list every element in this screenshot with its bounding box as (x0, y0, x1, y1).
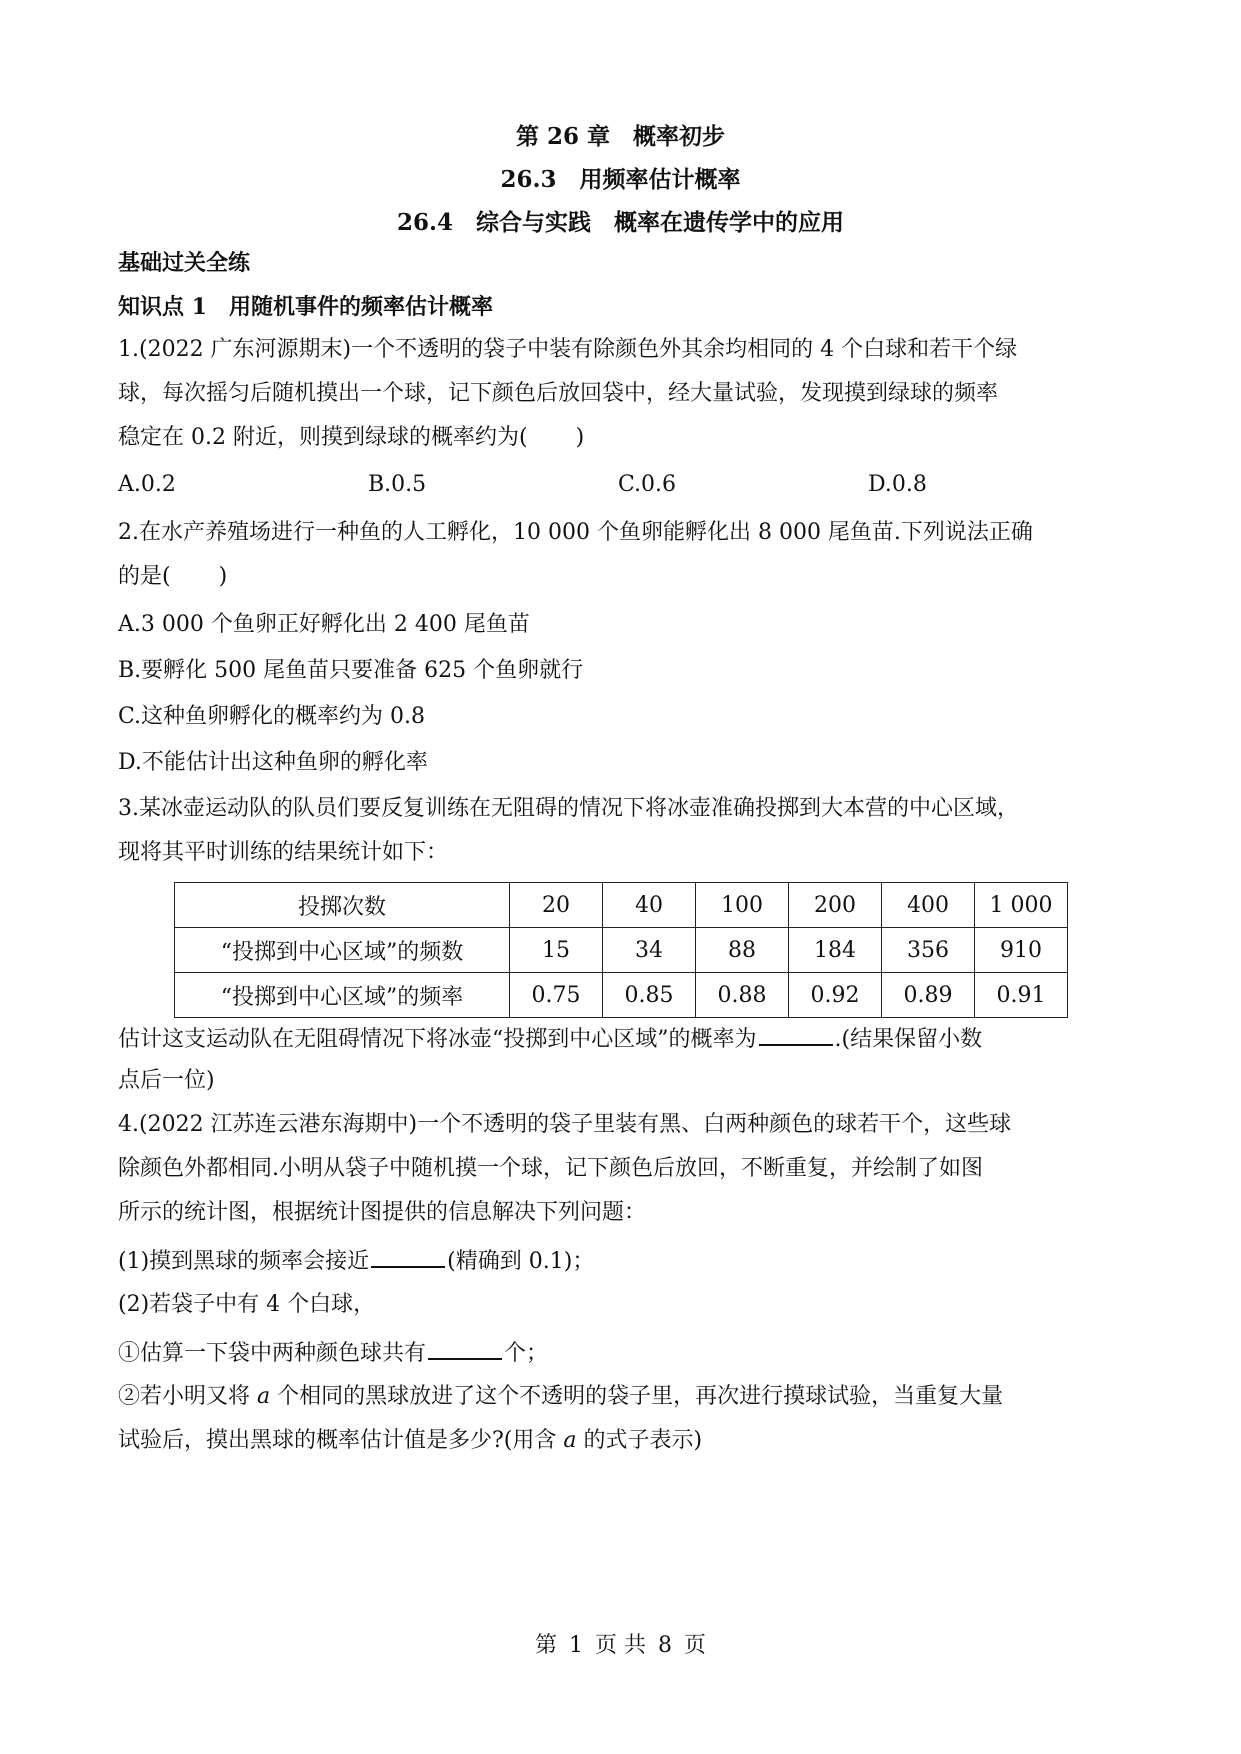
q2-option-b: B.要孵化 500 尾鱼苗只要准备 625 个鱼卵就行 (118, 658, 584, 683)
table-cell: 34 (603, 928, 696, 973)
q3-prompt-end: .(结果保留小数 (834, 1027, 983, 1052)
table-cell: 15 (510, 928, 603, 973)
q3-after-line-2: 点后一位) (118, 1068, 215, 1093)
q1-option-d: D.0.8 (868, 472, 927, 497)
q4-line-3: 所示的统计图，根据统计图提供的信息解决下列问题： (118, 1200, 647, 1225)
q4-line-2: 除颜色外都相同.小明从袋子中随机摸一个球，记下颜色后放回，不断重复，并绘制了如图 (118, 1156, 983, 1181)
q4-part-2-1-end: 个； (504, 1341, 549, 1366)
q4-part-2-1-prompt: ①估算一下袋中两种颜色球共有 (118, 1341, 427, 1366)
table-cell: 0.88 (696, 973, 789, 1018)
table-row (175, 973, 1068, 1018)
q3-line-2: 现将其平时训练的结果统计如下： (118, 840, 449, 865)
q4-part-2-2-line-1 (118, 1382, 1003, 1412)
table-cell: “投掷到中心区域”的频数 (175, 928, 510, 973)
q1-option-a: A.0.2 (118, 472, 176, 497)
table-cell: 0.85 (603, 973, 696, 1018)
page-footer (0, 1628, 1241, 1659)
variable-a: a (257, 1384, 271, 1409)
knowledge-heading: 知识点 1 用随机事件的频率估计概率 (118, 294, 493, 320)
q4-part-2-1 (118, 1336, 548, 1369)
q2-option-c: C.这种鱼卵孵化的概率约为 0.8 (118, 704, 426, 729)
q4-part-2: (2)若袋子中有 4 个白球， (118, 1292, 376, 1317)
table-cell: 200 (789, 883, 882, 928)
q1-paren-close: ) (575, 425, 585, 450)
q1-line-2: 球，每次摇匀后随机摸出一个球，记下颜色后放回袋中，经大量试验，发现摸到绿球的频率 (118, 381, 999, 406)
table-cell: 356 (882, 928, 975, 973)
q4-part-1-blank[interactable] (371, 1244, 445, 1268)
q2-paren-close: ) (218, 564, 228, 589)
q1-line-1: 1.(2022 广东河源期末)一个不透明的袋子中装有除颜色外其余均相同的 4 个白球和若干个绿 (118, 337, 1018, 362)
practice-heading: 基础过关全练 (118, 250, 251, 276)
q4-part-2-1-blank[interactable] (428, 1336, 502, 1360)
q1-stem-end: 稳定在 0.2 附近，则摸到绿球的概率约为( (118, 425, 528, 450)
section-title-2: 26.4 综合与实践 概率在遗传学中的应用 (396, 209, 845, 236)
q4-part-2-2-line2-end: 的式子表示) (583, 1428, 703, 1453)
q4-part-1-prompt: (1)摸到黑球的频率会接近 (118, 1249, 370, 1274)
table-cell: 88 (696, 928, 789, 973)
q3-prompt: 估计这支运动队在无阻碍情况下将冰壶“投掷到中心区域”的概率为 (118, 1027, 757, 1052)
q3-line-1: 3.某冰壶运动队的队员们要反复训练在无阻碍的情况下将冰壶准确投掷到大本营的中心区域， (118, 796, 1019, 821)
q4-part-2-2-line2-start: 试验后，摸出黑球的概率估计值是多少?(用含 (118, 1428, 557, 1453)
q3-stats-table (174, 882, 1068, 1018)
footer-total-pages: 8 (658, 1633, 672, 1658)
q4-part-1-end: (精确到 0.1)； (447, 1249, 595, 1274)
chapter-title: 第 26 章 概率初步 (515, 123, 726, 150)
q2-option-a: A.3 000 个鱼卵正好孵化出 2 400 尾鱼苗 (118, 612, 530, 637)
q1-option-c: C.0.6 (618, 472, 677, 497)
table-cell: 400 (882, 883, 975, 928)
section-title-1: 26.3 用频率估计概率 (500, 166, 741, 193)
q4-part-2-2-start: ②若小明又将 (118, 1384, 251, 1409)
table-cell: 1 000 (975, 883, 1068, 928)
q1-line-3 (118, 423, 584, 453)
q1-option-b: B.0.5 (368, 472, 427, 497)
q2-option-d: D.不能估计出这种鱼卵的孵化率 (118, 750, 428, 775)
table-row (175, 883, 1068, 928)
footer-suffix: 页 (684, 1633, 707, 1658)
table-cell: 184 (789, 928, 882, 973)
q3-after-line-1 (118, 1022, 982, 1055)
footer-prefix: 第 (534, 1633, 557, 1658)
q4-part-2-2-rest: 个相同的黑球放进了这个不透明的袋子里，再次进行摸球试验，当重复大量 (277, 1384, 1004, 1409)
table-cell: 910 (975, 928, 1068, 973)
q2-stem-end: 的是( (118, 564, 171, 589)
q4-part-2-2-line-2 (118, 1426, 702, 1456)
table-cell: 40 (603, 883, 696, 928)
table-row (175, 928, 1068, 973)
q2-line-2 (118, 562, 227, 592)
footer-mid: 页 共 (595, 1633, 646, 1658)
q2-line-1: 2.在水产养殖场进行一种鱼的人工孵化，10 000 个鱼卵能孵化出 8 000 尾鱼苗.下列说法正确 (118, 520, 1033, 545)
q4-line-1: 4.(2022 江苏连云港东海期中)一个不透明的袋子里装有黑、白两种颜色的球若干个，这些球 (118, 1112, 1012, 1137)
table-cell: 0.75 (510, 973, 603, 1018)
table-cell: 0.92 (789, 973, 882, 1018)
table-cell: 投掷次数 (175, 883, 510, 928)
table-cell: “投掷到中心区域”的频率 (175, 973, 510, 1018)
table-cell: 0.89 (882, 973, 975, 1018)
footer-page-number: 1 (569, 1633, 583, 1658)
table-cell: 100 (696, 883, 789, 928)
table-cell: 0.91 (975, 973, 1068, 1018)
table-cell: 20 (510, 883, 603, 928)
variable-a: a (563, 1428, 577, 1453)
q4-part-1 (118, 1244, 594, 1277)
q3-answer-blank[interactable] (759, 1022, 833, 1046)
